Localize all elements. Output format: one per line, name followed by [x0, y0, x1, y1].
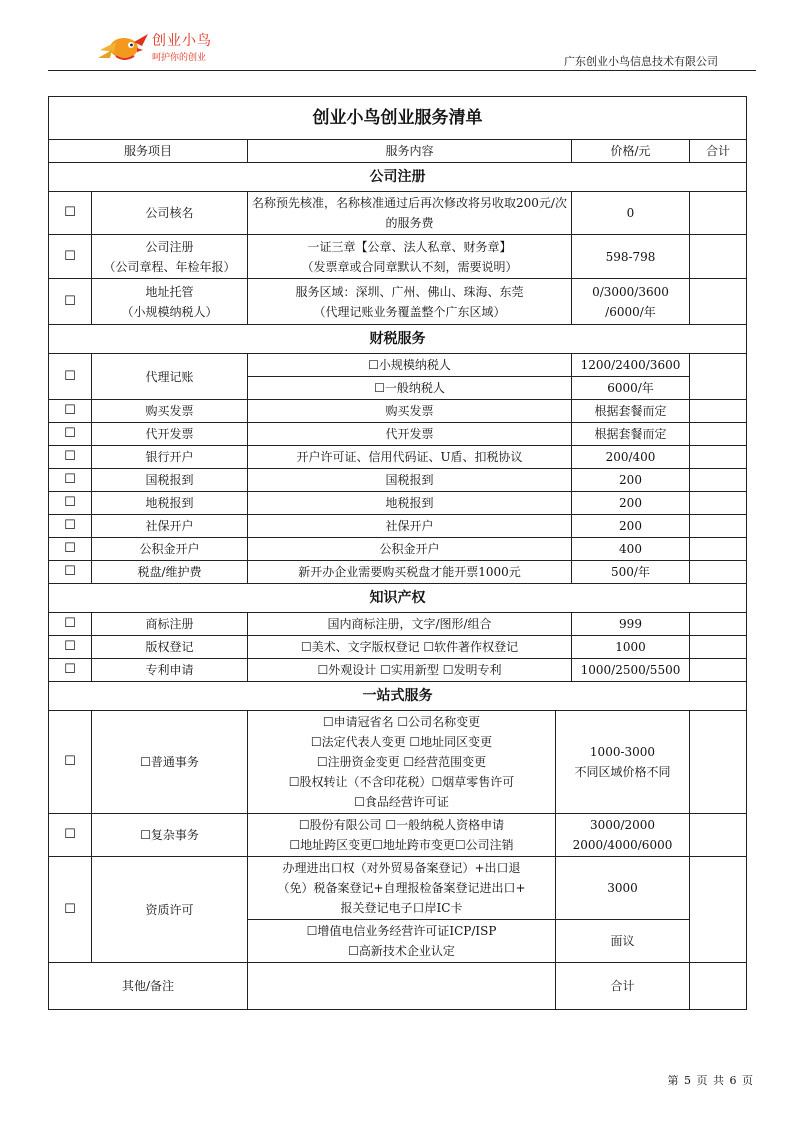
service-content: ☐外观设计 ☐实用新型 ☐发明专利	[248, 659, 572, 682]
section-row	[49, 163, 747, 192]
column-header-row	[49, 140, 747, 163]
service-price: 根据套餐而定	[572, 400, 690, 423]
table-row	[49, 400, 747, 423]
service-name	[92, 235, 248, 279]
service-name-line: （小规模纳税人）	[121, 304, 218, 319]
service-name: 公积金开户	[92, 538, 248, 561]
content-line: （发票章或合同章默认不刻，需要说明）	[301, 259, 518, 274]
content-line: ☐股权转让（不含印花税）☐烟草零售许可	[288, 775, 515, 789]
service-content: 国税报到	[248, 469, 572, 492]
service-name: 购买发票	[92, 400, 248, 423]
service-name	[92, 279, 248, 325]
table-row	[49, 814, 747, 857]
row-checkbox[interactable]: ☐	[49, 192, 92, 235]
service-total	[690, 814, 747, 857]
service-total	[690, 192, 747, 235]
column-header: 合计	[690, 140, 747, 163]
service-name: 银行开户	[92, 446, 248, 469]
table-row	[49, 636, 747, 659]
service-price: 400	[572, 538, 690, 561]
content-line: 报关登记电子口岸IC卡	[340, 901, 463, 915]
service-content: 社保开户	[248, 515, 572, 538]
row-checkbox[interactable]: ☐	[49, 492, 92, 515]
service-total	[690, 613, 747, 636]
page-number: 第 5 页 共 6 页	[667, 1074, 754, 1087]
row-checkbox[interactable]: ☐	[49, 814, 92, 857]
table-row	[49, 659, 747, 682]
service-content: 新开办企业需要购买税盘才能开票1000元	[248, 561, 572, 584]
content-line: ☐法定代表人变更 ☐地址同区变更	[310, 735, 493, 749]
grand-total-value[interactable]	[690, 963, 747, 1010]
service-name: 国税报到	[92, 469, 248, 492]
price-line: 2000/4000/6000	[572, 838, 673, 852]
service-name: 资质许可	[92, 857, 248, 963]
service-name: 版权登记	[92, 636, 248, 659]
service-content: 国内商标注册，文字/图形/组合	[248, 613, 572, 636]
service-content: 地税报到	[248, 492, 572, 515]
service-price	[556, 814, 690, 857]
content-line: ☐高新技术企业认定	[348, 944, 455, 958]
grand-total-label: 合计	[556, 963, 690, 1010]
service-name: 商标注册	[92, 613, 248, 636]
price-line: /6000/年	[605, 304, 656, 319]
service-total	[690, 561, 747, 584]
service-price: 598-798	[572, 235, 690, 279]
row-checkbox[interactable]: ☐	[49, 659, 92, 682]
section-row	[49, 682, 747, 711]
row-checkbox[interactable]: ☐	[49, 538, 92, 561]
service-content: 公积金开户	[248, 538, 572, 561]
price-line: 不同区域价格不同	[574, 765, 671, 779]
service-price: 200	[572, 469, 690, 492]
service-content: 代开发票	[248, 423, 572, 446]
service-list-table	[48, 96, 747, 1010]
service-name: ☐复杂事务	[92, 814, 248, 857]
row-checkbox[interactable]: ☐	[49, 711, 92, 814]
table-row	[49, 492, 747, 515]
table-row	[49, 192, 747, 235]
service-price: 0	[572, 192, 690, 235]
content-line: ☐申请冠省名 ☐公司名称变更	[322, 715, 481, 729]
service-content: ☐美术、文字版权登记 ☐软件著作权登记	[248, 636, 572, 659]
service-name-line: 公司注册	[145, 239, 194, 254]
service-total	[690, 469, 747, 492]
other-notes-label: 其他/备注	[49, 963, 248, 1010]
service-total	[690, 636, 747, 659]
logo-slogan: 呵护你的创业	[152, 53, 207, 63]
service-price: 1200/2400/3600	[572, 354, 690, 377]
company-name: 广东创业小鸟信息技术有限公司	[564, 55, 718, 68]
table-row	[49, 469, 747, 492]
footer-row	[49, 963, 747, 1010]
row-checkbox[interactable]: ☐	[49, 400, 92, 423]
service-total	[690, 515, 747, 538]
service-total	[690, 354, 747, 400]
row-checkbox[interactable]: ☐	[49, 857, 92, 963]
service-total	[690, 423, 747, 446]
service-total	[690, 857, 747, 963]
content-line: ☐地址跨区变更☐地址跨市变更☐公司注销	[289, 838, 514, 852]
content-line: 服务区域：深圳、广州、佛山、珠海、东莞	[295, 284, 524, 299]
row-checkbox[interactable]: ☐	[49, 636, 92, 659]
service-total	[690, 711, 747, 814]
table-row	[49, 235, 747, 279]
service-price	[556, 711, 690, 814]
row-checkbox[interactable]: ☐	[49, 613, 92, 636]
service-total	[690, 538, 747, 561]
title-row	[49, 97, 747, 140]
service-content	[248, 235, 572, 279]
section-row	[49, 584, 747, 613]
service-price: 1000	[572, 636, 690, 659]
service-price: 200	[572, 492, 690, 515]
service-price: 1000/2500/5500	[572, 659, 690, 682]
table-row	[49, 446, 747, 469]
content-line: 一证三章【公章、法人私章、财务章】	[307, 239, 512, 254]
table-row	[49, 354, 747, 377]
row-checkbox[interactable]: ☐	[49, 515, 92, 538]
service-name: 代理记账	[92, 354, 248, 400]
service-name: 专利申请	[92, 659, 248, 682]
service-price: 200/400	[572, 446, 690, 469]
service-total	[690, 235, 747, 279]
service-total	[690, 492, 747, 515]
table-row	[49, 423, 747, 446]
table-row	[49, 538, 747, 561]
service-content	[248, 711, 556, 814]
service-content	[248, 920, 556, 963]
service-name: 社保开户	[92, 515, 248, 538]
service-name-line: 地址托管	[145, 284, 194, 299]
content-line: （代理记账业务覆盖整个广东区域）	[313, 304, 506, 319]
service-content	[248, 814, 556, 857]
page-header	[48, 22, 756, 71]
service-name-line: （公司章程、年检年报）	[103, 259, 236, 274]
logo-title: 创业小鸟	[152, 33, 212, 49]
service-price: 999	[572, 613, 690, 636]
service-content: 名称预先核准，名称核准通过后再次修改将另收取200元/次的服务费	[248, 192, 572, 235]
service-name: 公司核名	[92, 192, 248, 235]
row-checkbox[interactable]: ☐	[49, 446, 92, 469]
column-header: 服务项目	[49, 140, 248, 163]
service-content: 购买发票	[248, 400, 572, 423]
content-line: ☐股份有限公司 ☐一般纳税人资格申请	[298, 818, 505, 832]
service-price: 200	[572, 515, 690, 538]
section-title-tax: 财税服务	[49, 325, 747, 354]
column-header: 服务内容	[248, 140, 572, 163]
service-content: 开户许可证、信用代码证、U盾、扣税协议	[248, 446, 572, 469]
table-row	[49, 561, 747, 584]
service-total	[690, 446, 747, 469]
bookkeeping-option[interactable]: ☐一般纳税人	[248, 377, 572, 400]
content-line: 办理进出口权（对外贸易备案登记）+出口退	[282, 861, 521, 875]
service-name: ☐普通事务	[92, 711, 248, 814]
price-line: 1000-3000	[589, 745, 656, 759]
content-line: （免）税备案登记+自理报检备案登记进出口+	[277, 881, 526, 895]
table-row	[49, 613, 747, 636]
price-line: 0/3000/3600	[592, 284, 669, 299]
other-notes-input[interactable]	[248, 963, 556, 1010]
table-row	[49, 711, 747, 814]
service-price	[572, 279, 690, 325]
row-checkbox[interactable]: ☐	[49, 354, 92, 400]
column-header: 价格/元	[572, 140, 690, 163]
service-price: 6000/年	[572, 377, 690, 400]
content-line: ☐增值电信业务经营许可证ICP/ISP	[306, 924, 497, 938]
service-name: 代开发票	[92, 423, 248, 446]
service-price: 3000	[556, 857, 690, 920]
section-row	[49, 325, 747, 354]
table-title: 创业小鸟创业服务清单	[49, 97, 747, 140]
section-title-ip: 知识产权	[49, 584, 747, 613]
service-price: 根据套餐而定	[572, 423, 690, 446]
row-checkbox[interactable]: ☐	[49, 235, 92, 279]
row-checkbox[interactable]: ☐	[49, 469, 92, 492]
table-row	[49, 279, 747, 325]
service-total	[690, 279, 747, 325]
content-line: ☐食品经营许可证	[354, 795, 449, 809]
company-logo	[94, 28, 259, 68]
content-line: ☐注册资金变更 ☐经营范围变更	[316, 755, 487, 769]
service-total	[690, 400, 747, 423]
section-title-onestop: 一站式服务	[49, 682, 747, 711]
service-name: 地税报到	[92, 492, 248, 515]
bird-logo-icon	[94, 28, 152, 64]
row-checkbox[interactable]: ☐	[49, 279, 92, 325]
bookkeeping-option[interactable]: ☐小规模纳税人	[248, 354, 572, 377]
service-name: 税盘/维护费	[92, 561, 248, 584]
service-content	[248, 857, 556, 920]
service-content	[248, 279, 572, 325]
service-price: 500/年	[572, 561, 690, 584]
row-checkbox[interactable]: ☐	[49, 423, 92, 446]
service-total	[690, 659, 747, 682]
row-checkbox[interactable]: ☐	[49, 561, 92, 584]
section-title-company-registration: 公司注册	[49, 163, 747, 192]
table-row	[49, 515, 747, 538]
table-row	[49, 857, 747, 920]
price-line: 3000/2000	[589, 818, 656, 832]
service-price: 面议	[556, 920, 690, 963]
